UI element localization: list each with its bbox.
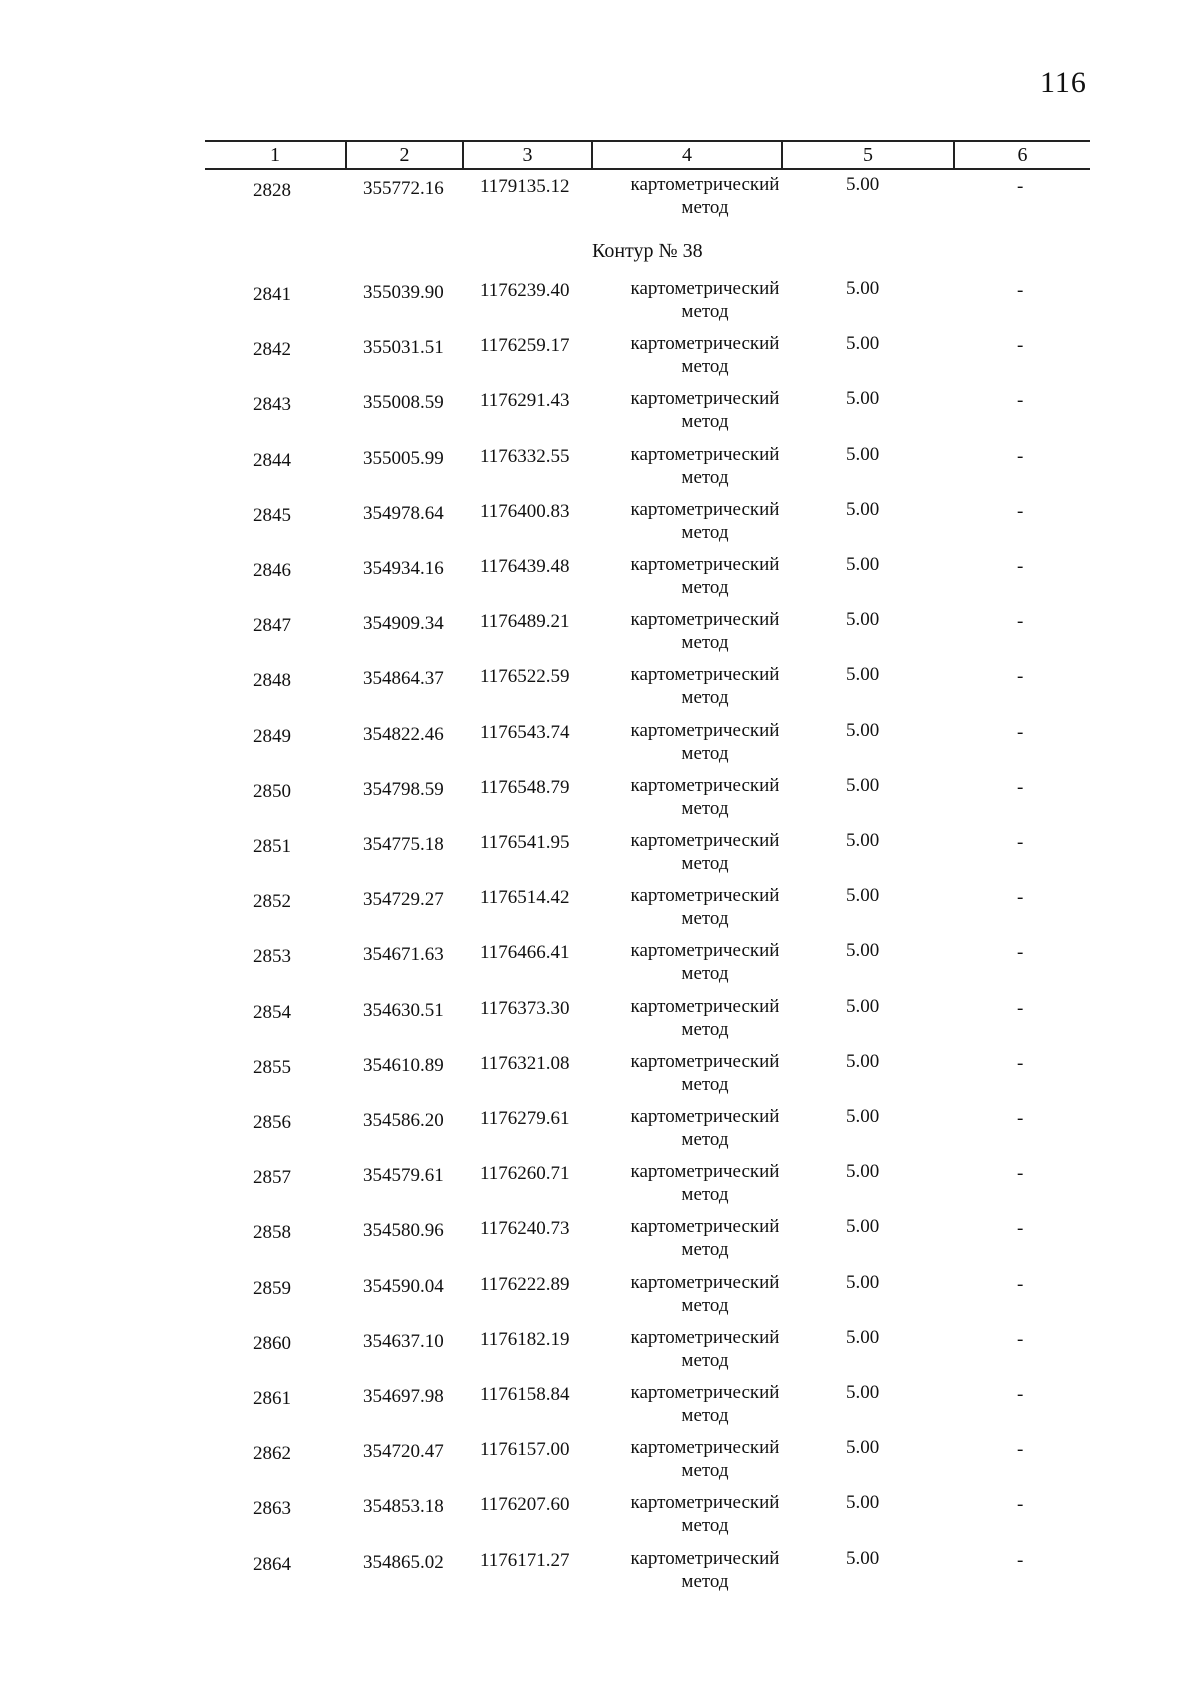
method-text-line2: метод [681,1295,729,1316]
accuracy-value: 5.00 [846,1548,880,1569]
point-number: 2849 [253,726,291,747]
empty-value: - [1017,1550,1024,1571]
point-number: 2854 [253,1002,291,1023]
accuracy-value: 5.00 [846,664,880,685]
point-number: 2858 [253,1222,291,1243]
point-number: 2859 [253,1278,291,1299]
method-text: картометрический [630,554,780,575]
y-coordinate: 1176548.79 [480,777,570,798]
y-coordinate: 1176171.27 [480,1550,570,1571]
point-number: 2861 [253,1388,291,1409]
x-coordinate: 355008.59 [363,392,444,413]
accuracy-value: 5.00 [846,775,880,796]
y-coordinate: 1176439.48 [480,556,570,577]
empty-value: - [1017,777,1024,798]
table-row [205,938,1090,988]
accuracy-value: 5.00 [846,1106,880,1127]
method-text: картометрический [630,1327,780,1348]
empty-value: - [1017,666,1024,687]
method-text: картометрический [630,940,780,961]
accuracy-value: 5.00 [846,609,880,630]
method-text: картометрический [630,1051,780,1072]
accuracy-value: 5.00 [846,1492,880,1513]
accuracy-value: 5.00 [846,1161,880,1182]
table-row [205,1159,1090,1209]
x-coordinate: 354630.51 [363,1000,444,1021]
x-coordinate: 354978.64 [363,503,444,524]
point-number: 2844 [253,450,291,471]
x-coordinate: 355039.90 [363,282,444,303]
x-coordinate: 354720.47 [363,1441,444,1462]
empty-value: - [1017,998,1024,1019]
method-text-line2: метод [681,301,729,322]
x-coordinate: 354610.89 [363,1055,444,1076]
x-coordinate: 354729.27 [363,889,444,910]
point-number: 2862 [253,1443,291,1464]
method-text: картометрический [630,996,780,1017]
point-number: 2842 [253,339,291,360]
y-coordinate: 1176543.74 [480,722,570,743]
y-coordinate: 1176400.83 [480,501,570,522]
header-col-2: 2 [347,142,464,168]
method-text-line2: метод [681,1184,729,1205]
y-coordinate: 1176332.55 [480,446,570,467]
method-text: картометрический [630,388,780,409]
accuracy-value: 5.00 [846,720,880,741]
empty-value: - [1017,280,1024,301]
table-row [205,1214,1090,1264]
accuracy-value: 5.00 [846,885,880,906]
x-coordinate: 355031.51 [363,337,444,358]
method-text-line2: метод [681,1460,729,1481]
method-text-line2: метод [681,522,729,543]
table-header [205,140,1090,170]
method-text: картометрический [630,499,780,520]
point-number: 2850 [253,781,291,802]
accuracy-value: 5.00 [846,1437,880,1458]
method-text-line2: метод [681,1129,729,1150]
point-number: 2847 [253,615,291,636]
header-col-5: 5 [783,142,955,168]
method-text-line2: метод [681,467,729,488]
contour-heading: Контур № 38 [592,240,703,262]
accuracy-value: 5.00 [846,1327,880,1348]
y-coordinate: 1176466.41 [480,942,570,963]
y-coordinate: 1176182.19 [480,1329,570,1350]
table-row [205,828,1090,878]
method-text-line2: метод [681,963,729,984]
accuracy-value: 5.00 [846,1216,880,1237]
point-number: 2860 [253,1333,291,1354]
table-row [205,1325,1090,1375]
method-text: картометрический [630,444,780,465]
table-row [205,662,1090,712]
accuracy-value: 5.00 [846,444,880,465]
y-coordinate: 1176239.40 [480,280,570,301]
table-row [205,331,1090,381]
point-number: 2845 [253,505,291,526]
point-number: 2841 [253,284,291,305]
method-text: картометрический [630,174,780,195]
method-text: картометрический [630,1161,780,1182]
method-text: картометрический [630,278,780,299]
page-number: 116 [1040,66,1087,99]
point-number: 2848 [253,670,291,691]
table-row [205,1270,1090,1320]
point-number: 2846 [253,560,291,581]
x-coordinate: 354579.61 [363,1165,444,1186]
y-coordinate: 1176207.60 [480,1494,570,1515]
empty-value: - [1017,176,1024,197]
table-row [205,607,1090,657]
empty-value: - [1017,1329,1024,1350]
x-coordinate: 355005.99 [363,448,444,469]
point-number: 2857 [253,1167,291,1188]
empty-value: - [1017,446,1024,467]
x-coordinate: 354671.63 [363,944,444,965]
method-text-line2: метод [681,1350,729,1371]
accuracy-value: 5.00 [846,830,880,851]
method-text: картометрический [630,1106,780,1127]
empty-value: - [1017,335,1024,356]
table-row [205,172,1090,222]
point-number: 2864 [253,1554,291,1575]
method-text-line2: метод [681,1239,729,1260]
empty-value: - [1017,556,1024,577]
point-number: 2851 [253,836,291,857]
point-number: 2855 [253,1057,291,1078]
x-coordinate: 354586.20 [363,1110,444,1131]
y-coordinate: 1176157.00 [480,1439,570,1460]
accuracy-value: 5.00 [846,388,880,409]
point-number: 2828 [253,180,291,201]
method-text-line2: метод [681,1405,729,1426]
header-col-1: 1 [205,142,347,168]
accuracy-value: 5.00 [846,554,880,575]
table-row [205,497,1090,547]
header-col-4: 4 [593,142,783,168]
empty-value: - [1017,722,1024,743]
point-number: 2853 [253,946,291,967]
empty-value: - [1017,1274,1024,1295]
method-text-line2: метод [681,743,729,764]
empty-value: - [1017,501,1024,522]
accuracy-value: 5.00 [846,1272,880,1293]
method-text: картометрический [630,1216,780,1237]
y-coordinate: 1176291.43 [480,390,570,411]
empty-value: - [1017,887,1024,908]
accuracy-value: 5.00 [846,333,880,354]
accuracy-value: 5.00 [846,499,880,520]
method-text-line2: метод [681,1571,729,1592]
x-coordinate: 354590.04 [363,1276,444,1297]
table-row [205,773,1090,823]
y-coordinate: 1176158.84 [480,1384,570,1405]
accuracy-value: 5.00 [846,278,880,299]
y-coordinate: 1176260.71 [480,1163,570,1184]
method-text: картометрический [630,830,780,851]
method-text: картометрический [630,720,780,741]
empty-value: - [1017,1163,1024,1184]
method-text-line2: метод [681,1515,729,1536]
method-text: картометрический [630,609,780,630]
x-coordinate: 354864.37 [363,668,444,689]
method-text-line2: метод [681,197,729,218]
y-coordinate: 1176321.08 [480,1053,570,1074]
empty-value: - [1017,1384,1024,1405]
accuracy-value: 5.00 [846,940,880,961]
method-text-line2: метод [681,798,729,819]
method-text-line2: метод [681,632,729,653]
accuracy-value: 5.00 [846,1051,880,1072]
point-number: 2856 [253,1112,291,1133]
accuracy-value: 5.00 [846,1382,880,1403]
method-text: картометрический [630,885,780,906]
empty-value: - [1017,611,1024,632]
method-text-line2: метод [681,687,729,708]
point-number: 2852 [253,891,291,912]
y-coordinate: 1176222.89 [480,1274,570,1295]
accuracy-value: 5.00 [846,996,880,1017]
point-number: 2843 [253,394,291,415]
empty-value: - [1017,1494,1024,1515]
empty-value: - [1017,1053,1024,1074]
y-coordinate: 1176259.17 [480,335,570,356]
accuracy-value: 5.00 [846,174,880,195]
method-text-line2: метод [681,356,729,377]
table-row [205,552,1090,602]
method-text-line2: метод [681,1019,729,1040]
table-row [205,1490,1090,1540]
y-coordinate: 1176541.95 [480,832,570,853]
table-row [205,1380,1090,1430]
table-row [205,276,1090,326]
table-row [205,386,1090,436]
method-text: картометрический [630,775,780,796]
x-coordinate: 354853.18 [363,1496,444,1517]
x-coordinate: 354580.96 [363,1220,444,1241]
x-coordinate: 354909.34 [363,613,444,634]
y-coordinate: 1176373.30 [480,998,570,1019]
table-row [205,442,1090,492]
method-text-line2: метод [681,853,729,874]
method-text: картометрический [630,1492,780,1513]
table-row [205,718,1090,768]
table-row [205,994,1090,1044]
method-text: картометрический [630,1382,780,1403]
x-coordinate: 354865.02 [363,1552,444,1573]
empty-value: - [1017,1108,1024,1129]
method-text-line2: метод [681,411,729,432]
method-text: картометрический [630,1272,780,1293]
x-coordinate: 354697.98 [363,1386,444,1407]
y-coordinate: 1179135.12 [480,176,570,197]
y-coordinate: 1176489.21 [480,611,570,632]
empty-value: - [1017,832,1024,853]
method-text: картометрический [630,1437,780,1458]
method-text-line2: метод [681,908,729,929]
x-coordinate: 354798.59 [363,779,444,800]
empty-value: - [1017,1439,1024,1460]
method-text-line2: метод [681,577,729,598]
y-coordinate: 1176279.61 [480,1108,570,1129]
empty-value: - [1017,390,1024,411]
x-coordinate: 354822.46 [363,724,444,745]
x-coordinate: 354775.18 [363,834,444,855]
empty-value: - [1017,942,1024,963]
table-row [205,1435,1090,1485]
point-number: 2863 [253,1498,291,1519]
x-coordinate: 354637.10 [363,1331,444,1352]
method-text-line2: метод [681,1074,729,1095]
x-coordinate: 354934.16 [363,558,444,579]
y-coordinate: 1176240.73 [480,1218,570,1239]
table-row [205,1546,1090,1596]
header-col-6: 6 [1017,144,1028,166]
x-coordinate: 355772.16 [363,178,444,199]
empty-value: - [1017,1218,1024,1239]
table-row [205,1104,1090,1154]
method-text: картометрический [630,1548,780,1569]
y-coordinate: 1176522.59 [480,666,570,687]
header-col-3: 3 [464,142,593,168]
table-row [205,1049,1090,1099]
method-text: картометрический [630,664,780,685]
method-text: картометрический [630,333,780,354]
y-coordinate: 1176514.42 [480,887,570,908]
table-row [205,883,1090,933]
